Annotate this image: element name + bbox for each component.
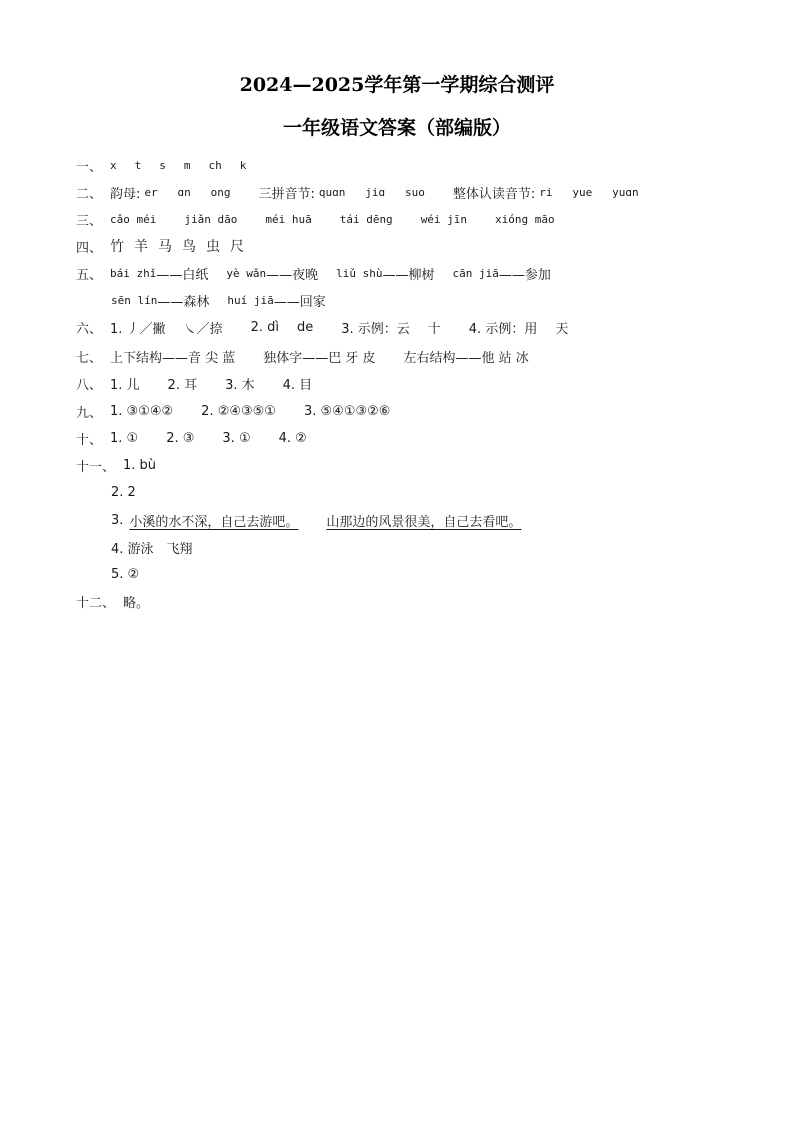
answer-row-5-continued [111,289,326,311]
answer-item: 2. ③ [166,430,195,446]
answer-item: ch [208,158,222,172]
answer-row-11-2 [111,481,136,503]
character-item: ——森林 [157,294,210,310]
character-item: ——白纸 [156,267,209,283]
answer-row-2 [76,181,639,203]
answer-row-5 [76,262,551,284]
answer-item: 4. ② [278,430,307,446]
document-subtitle: 一年级语文答案（部编版） [282,117,511,139]
answer-item: 十 [427,321,441,337]
row-label: 十一、 [76,459,116,475]
character-item: 竹 [110,239,124,255]
row-label: 十、 [76,432,103,448]
pinyin-item: tái dēng [339,212,393,226]
structure-answer: 独体字——巴 牙 皮 [263,350,376,366]
row-label: 十二、 [76,595,116,611]
row-label: 八、 [76,377,103,393]
finals-values: er ɑn ong [144,185,231,199]
character-item: 马 [158,239,172,255]
answer-item: 3. ① [222,430,251,446]
answer-row-11-4 [111,536,193,558]
answer-item: 天 [555,321,569,337]
answer-item: 1. ① [110,430,139,446]
answer-row-1 [76,154,246,176]
answer-item: 2. 2 [111,484,136,500]
answer-row-8 [76,372,312,394]
answer-row-4 [76,235,244,257]
answer-item: 4. 示例：用 [468,321,538,337]
underlined-sentence: 山那边的风景很美，自己去看吧。 [326,514,522,530]
answer-item: 略。 [123,595,150,611]
answer-item: 3. ⑤④①③②⑥ [303,403,391,419]
structure-answer: 左右结构——他 站 冰 [403,350,529,366]
answer-row-11-5 [111,563,139,585]
answer-item: 1. bù [123,457,157,473]
answer-item-number: 3. [111,512,124,528]
answer-item: 4. 目 [282,377,313,393]
triple-syllable-label: 三拼音节: [258,186,315,202]
answer-item: m [183,158,191,172]
document-title: 2024—2025学年第一学期综合测评 [239,74,555,96]
character-item: ——柳树 [382,267,435,283]
row-label: 四、 [76,240,103,256]
answer-row-11-3 [111,509,521,531]
answer-item: 4. 游泳 飞翔 [111,541,193,557]
row-label: 五、 [76,267,103,283]
answer-item: 2. dì [250,319,279,335]
answer-row-9 [76,400,390,422]
pinyin-item: xióng māo [495,212,555,226]
answer-item: 2. ②④③⑤① [201,403,276,419]
answer-item: 3. 木 [225,377,255,393]
character-item: 羊 [134,239,148,255]
character-item: ——夜晚 [266,267,319,283]
answer-row-7 [76,345,529,367]
row-label: 六、 [76,321,103,337]
answer-item: s [159,158,166,172]
pinyin-item: cān jiā [452,266,499,280]
answer-row-12 [76,590,149,612]
whole-syllable-values: ri yue yuɑn [539,185,639,199]
triple-syllable-values: quɑn jiɑ suo [318,185,425,199]
character-item: 尺 [230,239,244,255]
answer-row-6 [76,316,568,338]
pinyin-item: cǎo méi [110,212,157,226]
answer-item: x [110,158,117,172]
answer-item: 1. 丿／撇 [110,321,166,337]
answer-item: 3. 示例：云 [341,321,410,337]
answer-item: 5. ② [111,566,140,582]
answer-item: de [296,319,314,335]
answer-row-11 [76,454,156,476]
underlined-sentence: 小溪的水不深，自己去游吧。 [129,514,299,530]
character-item: ——参加 [498,267,551,283]
pinyin-item: wéi jīn [420,212,468,226]
pinyin-item: méi huā [265,212,312,226]
whole-syllable-label: 整体认读音节: [452,186,536,202]
character-item: 虫 [206,239,220,255]
row-label: 一、 [76,159,103,175]
answer-item: k [239,158,247,172]
pinyin-item: liǔ shù [336,266,383,280]
row-label: 二、 [76,186,103,202]
answer-row-10 [76,427,307,449]
answer-item: ㇏／捺 [183,321,223,337]
row-label: 九、 [76,405,103,421]
row-label: 三、 [76,213,103,229]
finals-label: 韵母: [110,186,141,202]
pinyin-item: jiǎn dāo [184,212,238,226]
pinyin-item: bái zhǐ [110,266,157,280]
answer-row-3 [76,208,555,230]
pinyin-item: huí jiā [227,293,274,307]
structure-answer: 上下结构——音 尖 蓝 [110,350,236,366]
answer-item: t [134,158,142,172]
answer-item: 1. ③①④② [110,403,174,419]
character-item: 鸟 [182,239,196,255]
pinyin-item: yè wǎn [226,266,267,280]
character-item: ——回家 [273,294,326,310]
row-label: 七、 [76,350,103,366]
answer-item: 1. 儿 [110,377,140,393]
pinyin-item: sēn lín [111,293,158,307]
answer-item: 2. 耳 [167,377,198,393]
